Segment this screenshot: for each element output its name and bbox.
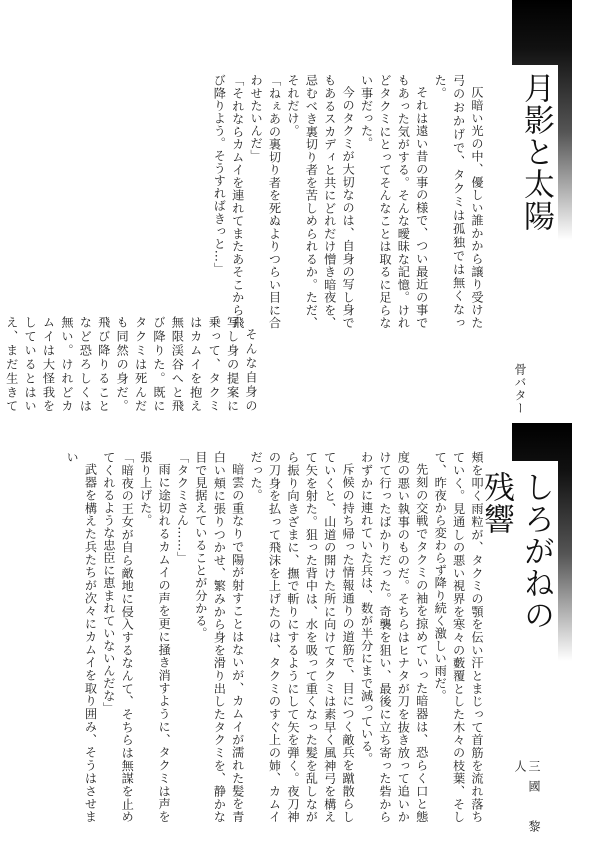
paragraph: 雨に途切れるカムイの声を更に掻き消すように、タクミは声を張り上げた。 (138, 451, 172, 823)
paragraph: 先刻の交戦でタクミの袖を掠めていった暗器は、恐らく口と態度の悪い執事のものだ。そちらはヒナタが刀を抜き放って追いかけて行ったばかりだった。奇襲を狙い、最後に立ち寄った砦からわずかに連れていた兵は、数が半分にまで減っている。 (359, 451, 429, 823)
paragraph: 頬を叩く雨粒が、タクミの顎を伝い汗とまじって首筋を流れ落ちていく。見通しの悪い視界を寒々の藪覆とした木々の枝葉、そして、昨夜から変わらず降り続く激しい雨だ。 (433, 451, 484, 823)
paragraph: 仄暗い光の中、優しい誰かから譲り受けた弓のおかげで、タクミは孤独では無くなった。 (433, 74, 484, 329)
paragraph: そんな自身の写し身の提案に乗って、タクミはカムイを抱え無限渓谷へと飛び降りた。既にタクミは死んだも同然の身だ。飛び降りることなど恐ろしくは無い。けれどカムイは大怪我をしているとはいえ、まだ生きて (4, 316, 258, 412)
story2-author: 三國 黎人 (513, 760, 541, 840)
story1-upper-text (192, 74, 486, 329)
dialogue-line: 「暗夜の王女が自ら敵地に侵入するなんて、そちらは無謀を止めてくれるような忠臣に恵まれていないんだな」 (101, 451, 135, 823)
story1-title: 月影と太陽 (518, 72, 554, 232)
story1-title-bar (512, 0, 572, 240)
paragraph: 今のタクミが大切なのは、自身の写し身でもあるスカディと共にどれだけ憎き暗夜を、忌むべき裏切り者を苦しめられるか。ただ、それだけ。 (285, 74, 356, 329)
story1-lower-text (4, 316, 260, 412)
story2-text (62, 451, 486, 823)
story1-author: 骨バター (513, 363, 527, 415)
dialogue-line: 「タクミさん……」 (175, 451, 190, 564)
story2-title: しろがねの残響 (478, 471, 554, 631)
paragraph: 武器を構えた兵たちが次々にカムイを取り囲み、そうはさせまい (65, 451, 98, 823)
paragraph: それは遠い昔の事の様で、つい最近の事でもあった気がする。そんな曖昧な記憶。けれどタクミにとってそんなことは取るに足らない事だった。 (359, 74, 429, 329)
dialogue-line: 「ねぇあの裏切り者を死ぬよりつらい目に合わせたいんだ」 (249, 74, 282, 329)
dialogue-line: 「それならカムイを連れてまたあそこから飛び降りよう。そうすればきっと…」 (212, 74, 245, 329)
paragraph: 斥候の持ち帰った情報通りの道筋で、目につく敵兵を蹴散らしていくと、山道の開けた所に向けてタクミは素早く風神弓を構えて矢を射た。狙った背中は、水を吸って重くなった髪を乱しながら振り向きざまに、撫で斬りにするようにして矢を弾く。夜刀神の刀身を払って飛沫を上げたのは、タクミのすぐ上の姉、カムイだった。 (249, 451, 356, 823)
paragraph: 暗雲の重なりで陽が射すことはないが、カムイが濡れた髪を青白い頬に張りつかせ、繁みから身を滑り出したタクミを、静かな目で見据えていることが分かる。 (193, 451, 245, 823)
story2-title-bar (478, 423, 572, 661)
